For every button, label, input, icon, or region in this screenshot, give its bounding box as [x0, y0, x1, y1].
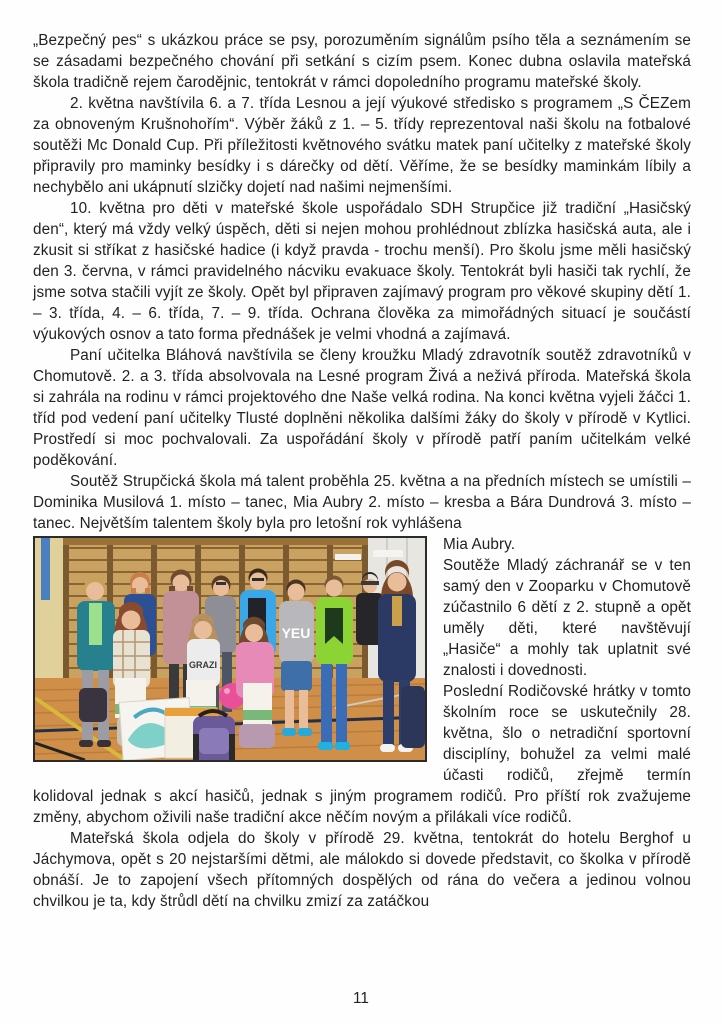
paragraph: Mateřská škola odjela do školy v přírodě 29. května, tentokrát do hotelu Berghof u Jáchymova, opět s 20 nejstaršími dětmi, ale málokdo si dovede představit, co školka v přírodě obnáší. Je to zapojení všech přítomných dospělých od rána do večera a jedinou volnou chvilkou je ta, kdy štrůdl dětí na chvilku zmizí za zatáčkou — [33, 830, 691, 910]
page-number: 11 — [353, 990, 369, 1007]
svg-text:GRAZI: GRAZI — [189, 660, 217, 670]
svg-text:YEU: YEU — [281, 625, 311, 641]
article-body — [33, 30, 691, 912]
paragraph: Paní učitelka Bláhová navštívila se členy kroužku Mladý zdravotník soutěž zdravotníků v Chomutově. 2. a 3. třída absolvovala na Lesné program Živá a neživá příroda. Mateřská škola si zahrála na rodinu v rámci projektového dne Naše velká rodina. Na konci května vyjeli žáčci 1. tříd pod vedení paní učitelky Tlusté doplněni několika dalšími žáky do školy v přírodě v Kytlici. Prostředí si moc pochvalovali. Za uspořádání školy v přírodě patří paním učitelkám velké poděkování. — [33, 347, 691, 469]
paragraph: 2. května navštívila 6. a 7. třída Lesnou a její výukové středisko s programem „S ČEZem za obnoveným Krušnohořím“. Výběr žáků z 1. – 5. třídy reprezentoval naši školu na fotbalové soutěži Mc Donald Cup. Při příležitosti květnového svátku matek paní učitelky z mateřské školy připravily pro maminky besídky i s dárečky od dětí. Věříme, že se besídky maminkám líbily a nechybělo ani ukápnutí slzičky dojetí nad našimi nejmenšími. — [33, 95, 691, 196]
paragraph: „Bezpečný pes“ s ukázkou práce se psy, porozuměním signálům psího těla a seznámením se se zásadami bezpečného chování při setkání s cizím psem. Konec dubna oslavila mateřská škola tradičně rejem čarodějnic, tentokrát v rámci dopoledního programu mateřské školy. — [33, 32, 691, 91]
paragraph: Poslední Rodičovské hrátky v tomto školním roce se uskutečnily 28. května, šlo o netradiční sportovní disciplíny, bohužel za velmi malé účasti rodičů, zřejmě termín kolidoval jednak s akcí hasičů, jednak s jiným programem rodičů. Pro příští rok zvažujeme změny, abychom oživili naše tradiční akce něčím novým a přilákali více rodičů. — [33, 683, 691, 826]
paragraph-tail: Mia Aubry. — [443, 536, 516, 553]
group-photo — [33, 536, 427, 762]
photo-text-wrap — [33, 534, 691, 828]
paragraph: Soutěž Strupčická škola má talent proběhla 25. května a na předních místech se umístili – Dominika Musilová 1. místo – tanec, Mia Aubry 2. místo – kresba a Bára Dundrová 3. místo – tanec. Největším talentem školy byla pro letošní rok vyhlášena — [33, 473, 691, 532]
paragraph: Soutěže Mladý záchranář se v ten samý den v Zooparku v Chomutově zúčastnilo 6 dětí z 2. stupně a opět uměly děti, které navštěvují „Hasiče“ a mohly tak uplatnit své znalosti i dovednosti. — [443, 557, 691, 679]
paragraph: 10. května pro děti v mateřské škole uspořádalo SDH Strupčice již tradiční „Hasičský den“, který má vždy velký úspěch, děti si nejen mohou prohlédnout zblízka hasičská auta, ale i zkusit si stříkat z hasičské hadice (i když pravda - trochu menší). Pro školu jsme měli hasičský den 3. června, v rámci pravidelného nácviku evakuace školy. Tentokrát byli hasiči tak rychlí, že jsme sotva stačili vyjít ze školy. Opět byl připraven zajímavý program pro věkové skupiny dětí 1. – 3. třída, 4. – 6. třída, 7. – 9. třída. Ochrana člověka za mimořádných situací je součástí výukových osnov a tato forma přednášek je velmi vhodná a zajímavá. — [33, 200, 691, 343]
